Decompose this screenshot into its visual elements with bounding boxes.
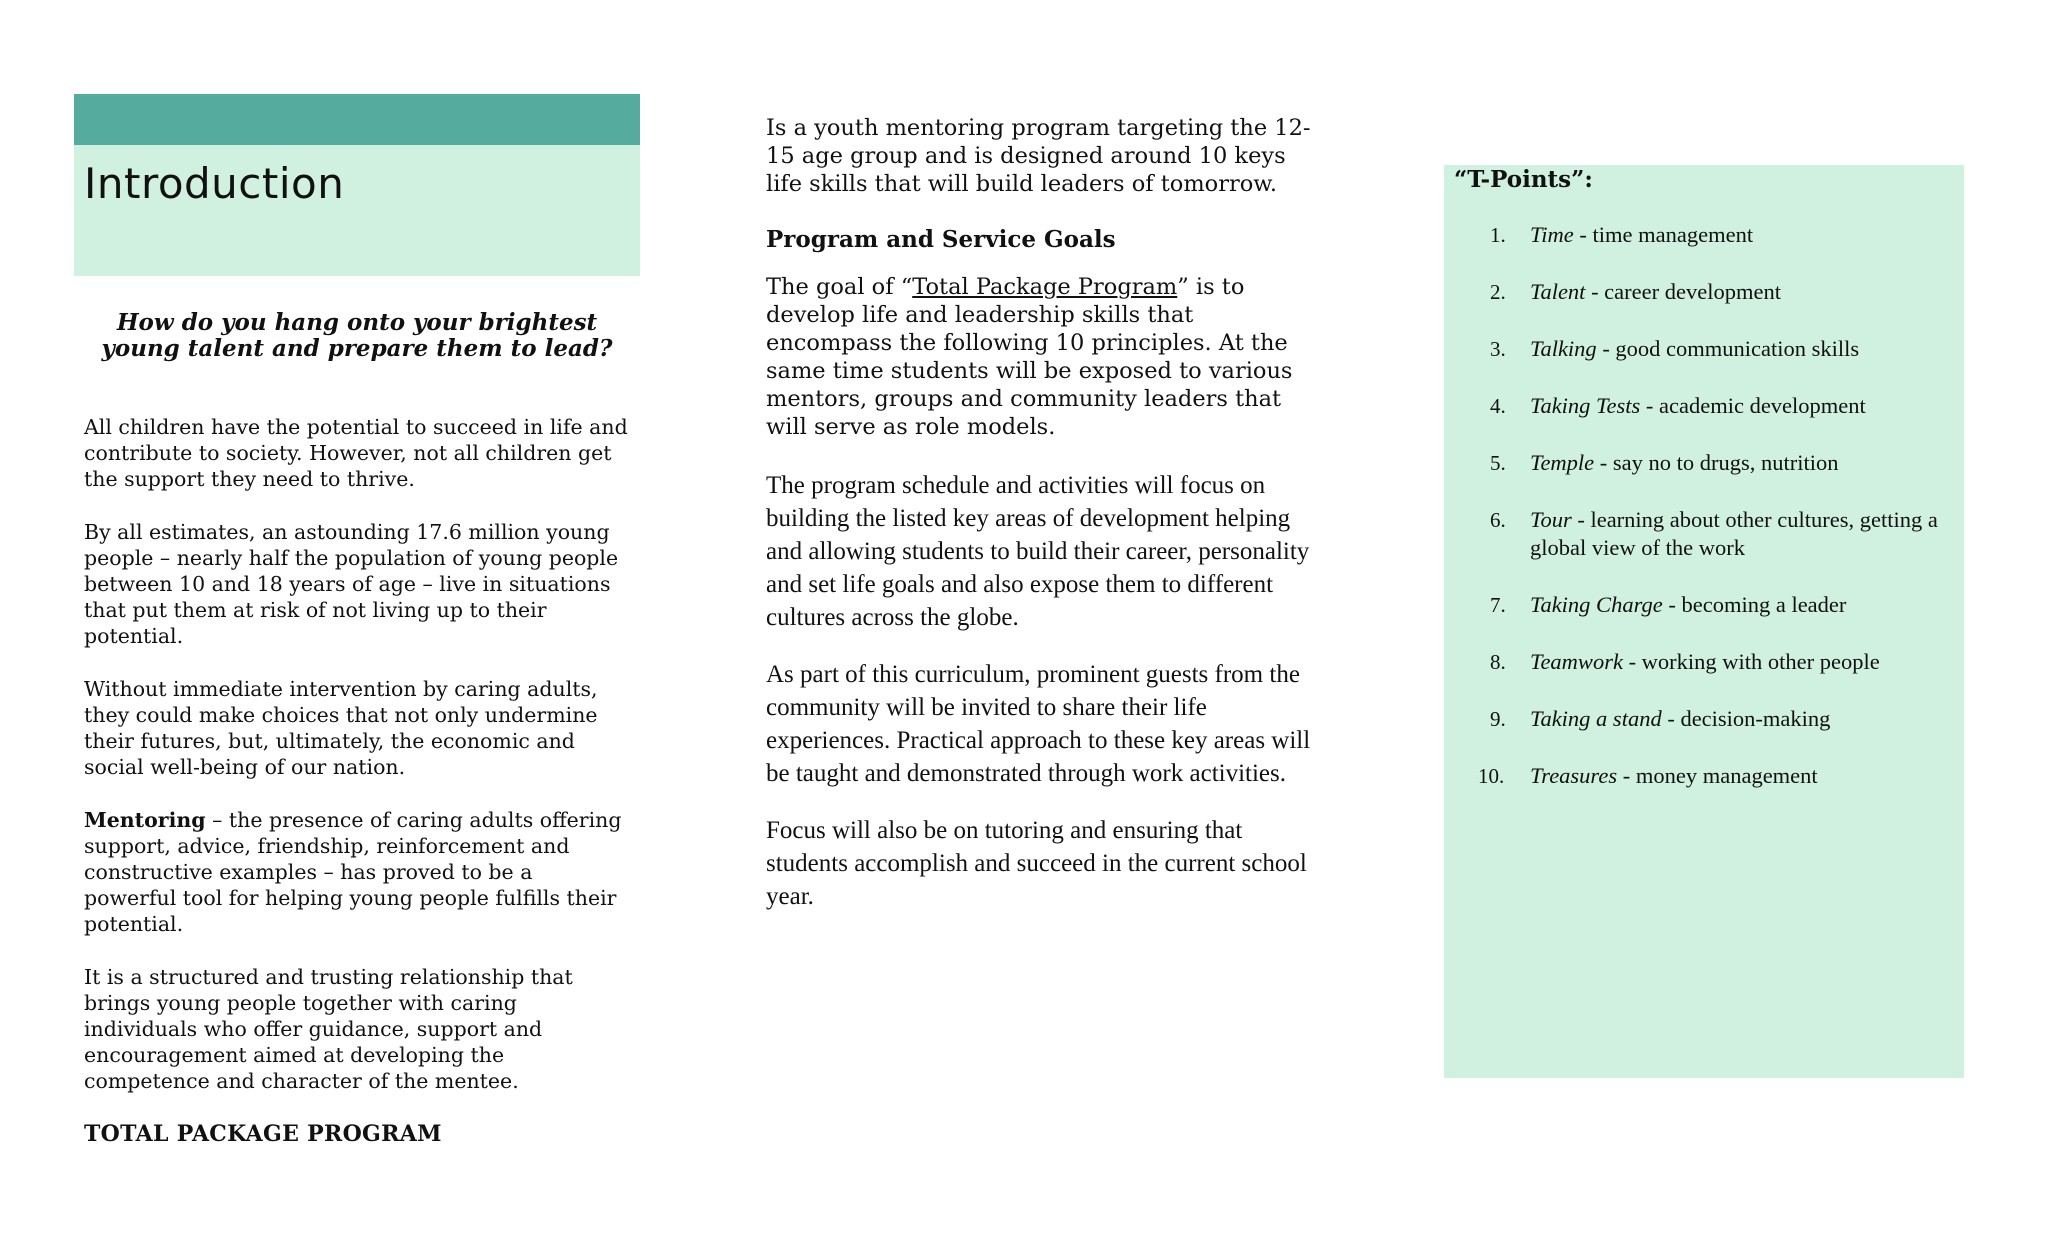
item-term: Taking a stand	[1530, 706, 1662, 731]
item-number: 1.	[1490, 223, 1506, 247]
program-column	[766, 114, 1326, 937]
goal-paragraph	[766, 273, 1326, 441]
item-term: Taking Tests	[1530, 393, 1641, 418]
introduction-column	[74, 94, 640, 1147]
program-link[interactable]: Total Package Program	[912, 274, 1178, 300]
paragraph-estimates: By all estimates, an astounding 17.6 million young people – nearly half the population of young people between 10 and 18 years of age – live in situations that put them at risk of not living up to their potential.	[84, 520, 619, 648]
mentoring-term: Mentoring	[84, 808, 206, 832]
list-item	[1454, 392, 1954, 420]
item-description: - good communication skills	[1596, 336, 1860, 361]
item-number: 8.	[1490, 650, 1506, 674]
goal-suffix: ” is to develop life and leadership skills that encompass the following 10 principles. At the same time students will be exposed to various mentors, groups and community leaders that will serve as role models.	[766, 274, 1293, 440]
t-points-title: “T-Points”:	[1454, 166, 1593, 193]
list-item	[1454, 648, 1954, 676]
item-description: - decision-making	[1661, 706, 1831, 731]
item-term: Treasures	[1530, 763, 1618, 788]
item-number: 6.	[1490, 508, 1506, 532]
t-points-list	[1454, 221, 1954, 790]
item-description: - say no to drugs, nutrition	[1594, 450, 1839, 475]
item-description: - becoming a leader	[1662, 592, 1847, 617]
paragraph-mentoring	[84, 807, 630, 937]
item-number: 7.	[1490, 593, 1506, 617]
item-description: - working with other people	[1622, 649, 1880, 674]
item-term: Talent	[1530, 279, 1586, 304]
t-points-panel	[1444, 165, 1964, 1078]
program-intro: Is a youth mentoring program targeting the 12-15 age group and is designed around 10 keys life skills that will build leaders of tomorrow.	[766, 115, 1311, 197]
item-number: 10.	[1478, 764, 1505, 788]
goals-heading: Program and Service Goals	[766, 226, 1116, 253]
item-description: - academic development	[1640, 393, 1866, 418]
list-item	[1454, 221, 1954, 249]
item-description: - learning about other cultures, getting a global view of the work	[1530, 507, 1938, 560]
item-term: Teamwork	[1530, 649, 1623, 674]
paragraph-schedule: The program schedule and activities will focus on building the listed key areas of development helping and allowing students to build their career, personality and set life goals and also expose them to different cultures across the globe.	[766, 472, 1310, 631]
item-term: Talking	[1530, 336, 1597, 361]
item-term: Temple	[1530, 450, 1595, 475]
paragraph-curriculum: As part of this curriculum, prominent guests from the community will be invited to share their life experiences. Practical approach to these key areas will be taught and demonstrated through work activities.	[766, 661, 1311, 787]
header-band	[74, 94, 640, 145]
item-number: 4.	[1490, 394, 1506, 418]
list-item	[1454, 591, 1954, 619]
item-description: - time management	[1573, 222, 1754, 247]
program-name: TOTAL PACKAGE PROGRAM	[84, 1121, 442, 1147]
paragraph-tutoring: Focus will also be on tutoring and ensuring that students accomplish and succeed in the current school year.	[766, 817, 1307, 910]
introduction-body	[74, 310, 640, 1147]
list-item	[1454, 278, 1954, 306]
list-item	[1454, 335, 1954, 363]
item-number: 5.	[1490, 451, 1506, 475]
item-term: Taking Charge	[1530, 592, 1663, 617]
introduction-header	[74, 94, 640, 276]
lead-question: How do you hang onto your brightest young talent and prepare them to lead?	[101, 309, 613, 362]
paragraph-potential: All children have the potential to succeed in life and contribute to society. However, not all children get the support they need to thrive.	[84, 415, 628, 491]
item-description: - career development	[1585, 279, 1781, 304]
paragraph-relationship: It is a structured and trusting relationship that brings young people together with caring individuals who offer guidance, support and encouragement aimed at developing the competence and character of the mentee.	[84, 965, 573, 1093]
list-item	[1454, 449, 1954, 477]
introduction-title: Introduction	[84, 159, 345, 208]
list-item	[1454, 506, 1954, 562]
item-number: 2.	[1490, 280, 1506, 304]
goal-prefix: The goal of “	[766, 274, 913, 300]
item-number: 3.	[1490, 337, 1506, 361]
mentoring-definition: – the presence of caring adults offering support, advice, friendship, reinforcement and constructive examples – has proved to be a powerful tool for helping young people fulfills their potential.	[84, 808, 622, 936]
list-item	[1454, 705, 1954, 733]
item-description: - money management	[1617, 763, 1818, 788]
item-term: Tour	[1530, 507, 1572, 532]
paragraph-intervention: Without immediate intervention by caring adults, they could make choices that not only undermine their futures, but, ultimately, the economic and social well-being of our nation.	[84, 677, 598, 779]
list-item	[1454, 762, 1954, 790]
item-term: Time	[1530, 222, 1574, 247]
item-number: 9.	[1490, 707, 1506, 731]
